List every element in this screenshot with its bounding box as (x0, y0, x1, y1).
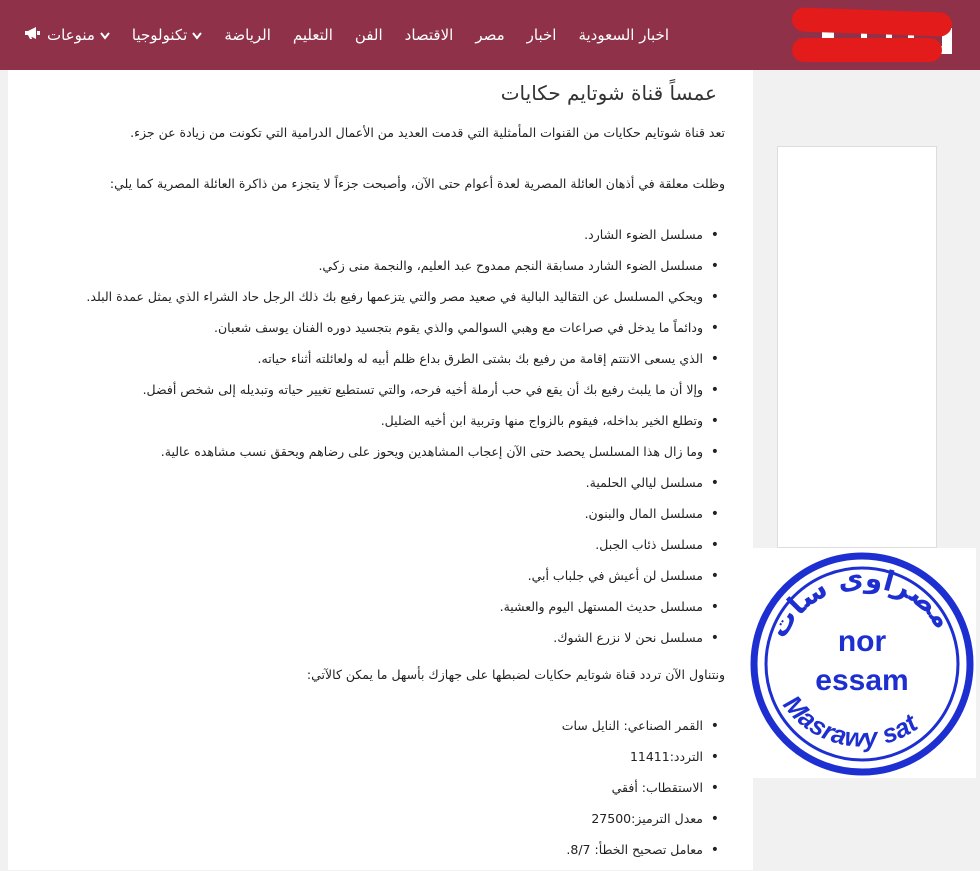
stamp-bottom-text: Masrawy sat (777, 689, 923, 754)
nav-item-label: منوعات (46, 26, 95, 44)
list-item: • ويحكي المسلسل عن التقاليد البالية في صعيد مصر والتي يتزعمها رفيع بك ذلك الرجل حاد الشراء الذي يمثل عمدة البلد. (18, 287, 703, 318)
list-item: • مسلسل لن أعيش في جلباب أبي. (18, 566, 703, 597)
list-item: • وما زال هذا المسلسل يحصد حتى الآن إعجاب المشاهدين ويحوز على رضاهم ويحقق نسب مشاهده عالية. (18, 442, 703, 473)
megaphone-icon (24, 26, 42, 44)
top-navigation-bar (0, 0, 980, 70)
list-item: • ودائماً ما يدخل في صراعات مع وهبي السوالمي والذي يقوم بتجسيد دوره الفنان يوسف شعبان. (18, 318, 703, 349)
frequency-list (18, 716, 725, 871)
chevron-down-icon (100, 26, 110, 44)
nav-item-3[interactable] (394, 26, 465, 44)
nav-item-label: الفن (354, 26, 383, 44)
redaction-mark (792, 38, 942, 62)
nav-item-label: التعليم (292, 26, 333, 44)
stamp-line-2: essam (815, 664, 909, 697)
site-logo[interactable] (797, 10, 952, 65)
nav-item-label: الاقتصاد (404, 26, 454, 44)
nav-item-label: الرياضة (224, 26, 271, 44)
list-item: • الاستقطاب: أفقي (18, 778, 703, 809)
list-item: • التردد:11411 (18, 747, 703, 778)
chevron-down-icon (192, 26, 202, 44)
article-title: عمساً قناة شوتايم حكايات (500, 81, 717, 105)
stamp-graphic (748, 548, 976, 778)
list-item: • مسلسل ذئاب الجبل. (18, 535, 703, 566)
article-paragraph: ونتناول الآن تردد قناة شوتايم حكايات لضبطها على جهازك بأسهل ما يمكن كالآتي: (306, 667, 725, 682)
nav-item-label: تكنولوجيا (131, 26, 188, 44)
article-body (18, 70, 725, 871)
list-item: • مسلسل ليالي الحلمية. (18, 473, 703, 504)
nav-item-label: مصر (475, 26, 505, 44)
list-item: • وتطلع الخير بداخله، فيقوم بالزواج منها وتربية ابن أخيه الضليل. (18, 411, 703, 442)
nav-item-label: اخبار السعودية (578, 26, 669, 44)
nav-item-4[interactable] (344, 26, 394, 44)
nav-item-8[interactable] (13, 26, 121, 44)
list-item: • مسلسل حديث المستهل اليوم والعشية. (18, 597, 703, 628)
list-item: • مسلسل الضوء الشارد مسابقة النجم ممدوح عبد العليم، والنجمة منى زكي. (18, 256, 703, 287)
article-container (8, 70, 753, 870)
list-item: • مسلسل المال والبنون. (18, 504, 703, 535)
nav-item-7[interactable] (121, 26, 213, 44)
list-item: • وإلا أن ما يلبث رفيع بك أن يقع في حب أرملة أخيه فرحه، والتي تستطيع تغيير حياته وتبديله إلى شخص أفضل. (18, 380, 703, 411)
list-item: • الذي يسعى الانتتم إقامة من رفيع بك بشتى الطرق بداع ظلم أبيه له ولعائلته أثناء حياته. (18, 349, 703, 380)
nav-item-2[interactable] (464, 26, 515, 44)
article-intro: تعد قناة شوتايم حكايات من القنوات المأمثلية التي قدمت العديد من الأعمال الدرامية التي تكونت من زيادة عن جزء. (130, 125, 725, 140)
list-item: • معامل تصحيح الخطأ: 8/7. (18, 840, 703, 871)
nav-item-5[interactable] (282, 26, 344, 44)
list-item: • القمر الصناعي: النايل سات (18, 716, 703, 747)
stamp-line-1: nor (837, 625, 887, 658)
list-item: • معدل الترميز:27500 (18, 809, 703, 840)
sidebar-ad-box (777, 146, 937, 548)
nav-item-0[interactable] (567, 26, 680, 44)
main-menu (13, 0, 680, 70)
list-item: • مسلسل الضوء الشارد. (18, 225, 703, 256)
list-item: • مسلسل نحن لا نزرع الشوك. (18, 628, 703, 659)
nav-item-label: اخبار (526, 26, 557, 44)
watermark-stamp (748, 548, 976, 778)
article-paragraph: وظلت معلقة في أذهان العائلة المصرية لعدة أعوام حتى الآن، وأصبحت جزءاً لا يتجزء من ذاكرة العائلة المصرية كما يلي: (109, 176, 725, 191)
nav-item-6[interactable] (213, 26, 282, 44)
stamp-top-text: مصراوى سات (761, 560, 960, 644)
nav-item-1[interactable] (516, 26, 568, 44)
series-list (18, 225, 725, 659)
